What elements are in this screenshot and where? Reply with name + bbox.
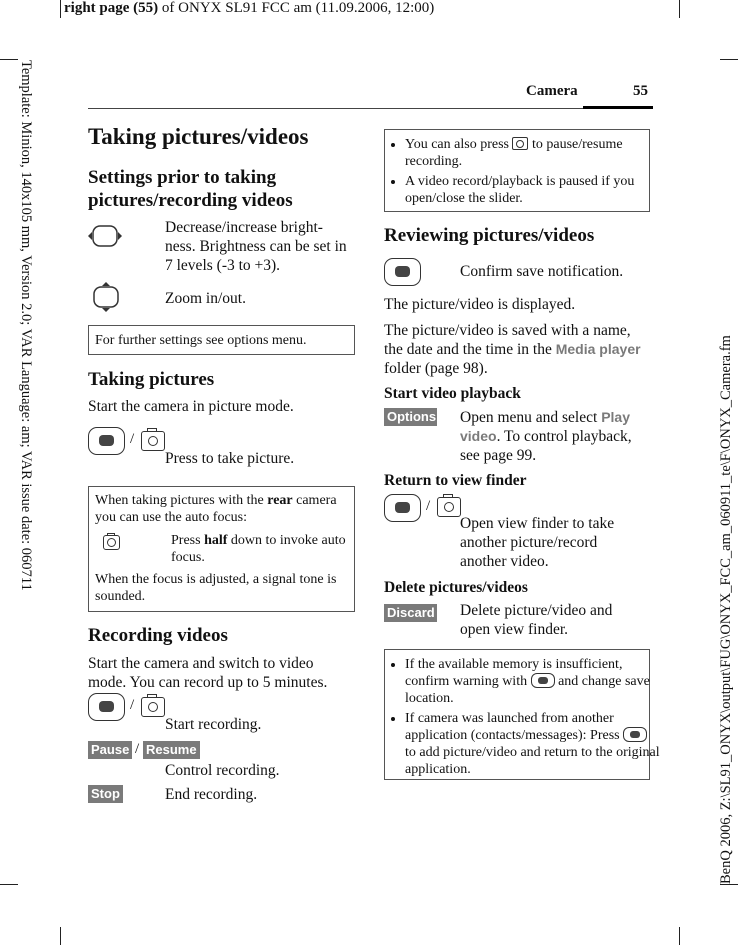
start-playback-heading: Start video playback	[384, 385, 521, 402]
center-key-icon	[88, 427, 125, 455]
settings-heading: Settings prior to taking pictures/recording videos	[88, 167, 293, 211]
zoom-text: Zoom in/out.	[165, 290, 246, 307]
press-take-text: Press to take picture.	[165, 450, 295, 467]
page-number: 55	[633, 83, 648, 99]
pause-softkey[interactable]: Pause	[88, 741, 132, 759]
taking-pictures-heading: Taking pictures	[88, 369, 215, 390]
tip-item: • You can also press to pause/resume recording.	[405, 136, 660, 170]
end-recording-text: End recording.	[165, 786, 258, 803]
resume-softkey[interactable]: Resume	[143, 741, 200, 759]
slash-separator: /	[426, 498, 431, 514]
tip-item: • If camera was launched from another application (contacts/messages): Press to add picture/video and return to the original application.	[405, 710, 660, 778]
auto-focus-box	[88, 486, 355, 612]
crop-mark	[720, 59, 738, 60]
header-rule-thick	[583, 106, 653, 109]
camera-key-icon	[141, 431, 165, 451]
options-softkey[interactable]: Options	[384, 408, 437, 426]
play-video-menu: Play video	[460, 409, 630, 444]
memory-tips-list	[388, 656, 660, 781]
center-key-icon	[384, 258, 421, 286]
document-info: of ONYX SL91 FCC am (11.09.2006, 12:00)	[158, 0, 435, 16]
memory-tips-box	[384, 649, 660, 780]
signal-tone-text: When the focus is adjusted, a signal tone is sounded.	[95, 572, 337, 604]
start-recording-text: Start recording.	[165, 716, 262, 733]
return-heading: Return to view finder	[384, 472, 527, 489]
confirm-save-text: Confirm save notification.	[460, 263, 624, 280]
crop-mark	[0, 59, 18, 60]
delete-text: Delete picture/video and open view finder.	[460, 602, 613, 638]
media-player-menu: Media player	[555, 341, 641, 357]
tip-item: • A video record/playback is paused if you open/close the slider.	[405, 173, 660, 207]
tip-item: • If the available memory is insufficient, confirm warning with and change save location.	[405, 656, 660, 707]
center-key-icon	[384, 494, 421, 522]
stop-softkey[interactable]: Stop	[88, 785, 123, 803]
delete-heading: Delete pictures/videos	[384, 579, 528, 596]
taking-intro: Start the camera in picture mode.	[88, 398, 294, 415]
header-rule	[88, 108, 583, 109]
playback-text: Open menu and select Play video. To control playback, see page 99.	[460, 409, 632, 464]
auto-focus-intro: When taking pictures with the rear camera you can use the auto focus:	[95, 493, 337, 525]
half-press-text: Press half down to invoke auto focus.	[171, 533, 346, 565]
camera-key-icon	[512, 137, 528, 150]
brightness-text: Decrease/increase bright-ness. Brightness can be set in 7 levels (-3 to +3).	[165, 219, 347, 274]
crop-mark	[679, 927, 680, 945]
discard-softkey[interactable]: Discard	[384, 604, 437, 622]
center-key-icon	[623, 727, 647, 742]
recording-videos-heading: Recording videos	[88, 625, 228, 646]
page-title: Taking pictures/videos	[88, 124, 309, 149]
crop-mark	[60, 0, 61, 18]
file-path-info: BenQ 2006, Z:\SL91_ONYX\output\FUG\ONYX_FCC_am_060911_te\F\ONYX_Camera.fm	[718, 335, 734, 884]
saved-text: The picture/video is saved with a name, the date and the time in the Media player folder (page 98).	[384, 322, 641, 377]
center-key-icon	[531, 673, 555, 688]
document-info-bar	[64, 0, 434, 17]
displayed-text: The picture/video is displayed.	[384, 296, 576, 313]
video-tips-list	[388, 136, 660, 210]
control-recording-text: Control recording.	[165, 762, 280, 779]
camera-key-icon	[103, 535, 120, 550]
recording-intro: Start the camera and switch to video mode. You can record up to 5 minutes.	[88, 655, 328, 691]
page-indicator: right page (55)	[64, 0, 159, 16]
navigation-key-up-down-icon	[88, 282, 124, 312]
slash-separator: /	[130, 431, 135, 447]
crop-mark	[0, 884, 18, 885]
crop-mark	[720, 884, 738, 885]
slash-separator: /	[130, 697, 135, 713]
navigation-key-left-right-icon	[87, 221, 123, 251]
options-note-box	[88, 325, 355, 355]
template-info: Template: Minion, 140x105 mm, Version 2.0; VAR Language: am; VAR issue date: 060711	[18, 60, 34, 591]
return-text: Open view finder to take another picture/record another video.	[460, 515, 615, 570]
reviewing-heading: Reviewing pictures/videos	[384, 225, 595, 246]
crop-mark	[60, 927, 61, 945]
camera-key-icon	[141, 697, 165, 717]
camera-key-icon	[437, 497, 461, 517]
options-note: For further settings see options menu.	[95, 333, 307, 348]
center-key-icon	[88, 693, 125, 721]
video-tips-box	[384, 129, 650, 212]
section-title: Camera	[526, 83, 578, 99]
slash-separator: /	[135, 741, 140, 757]
crop-mark	[679, 0, 680, 18]
